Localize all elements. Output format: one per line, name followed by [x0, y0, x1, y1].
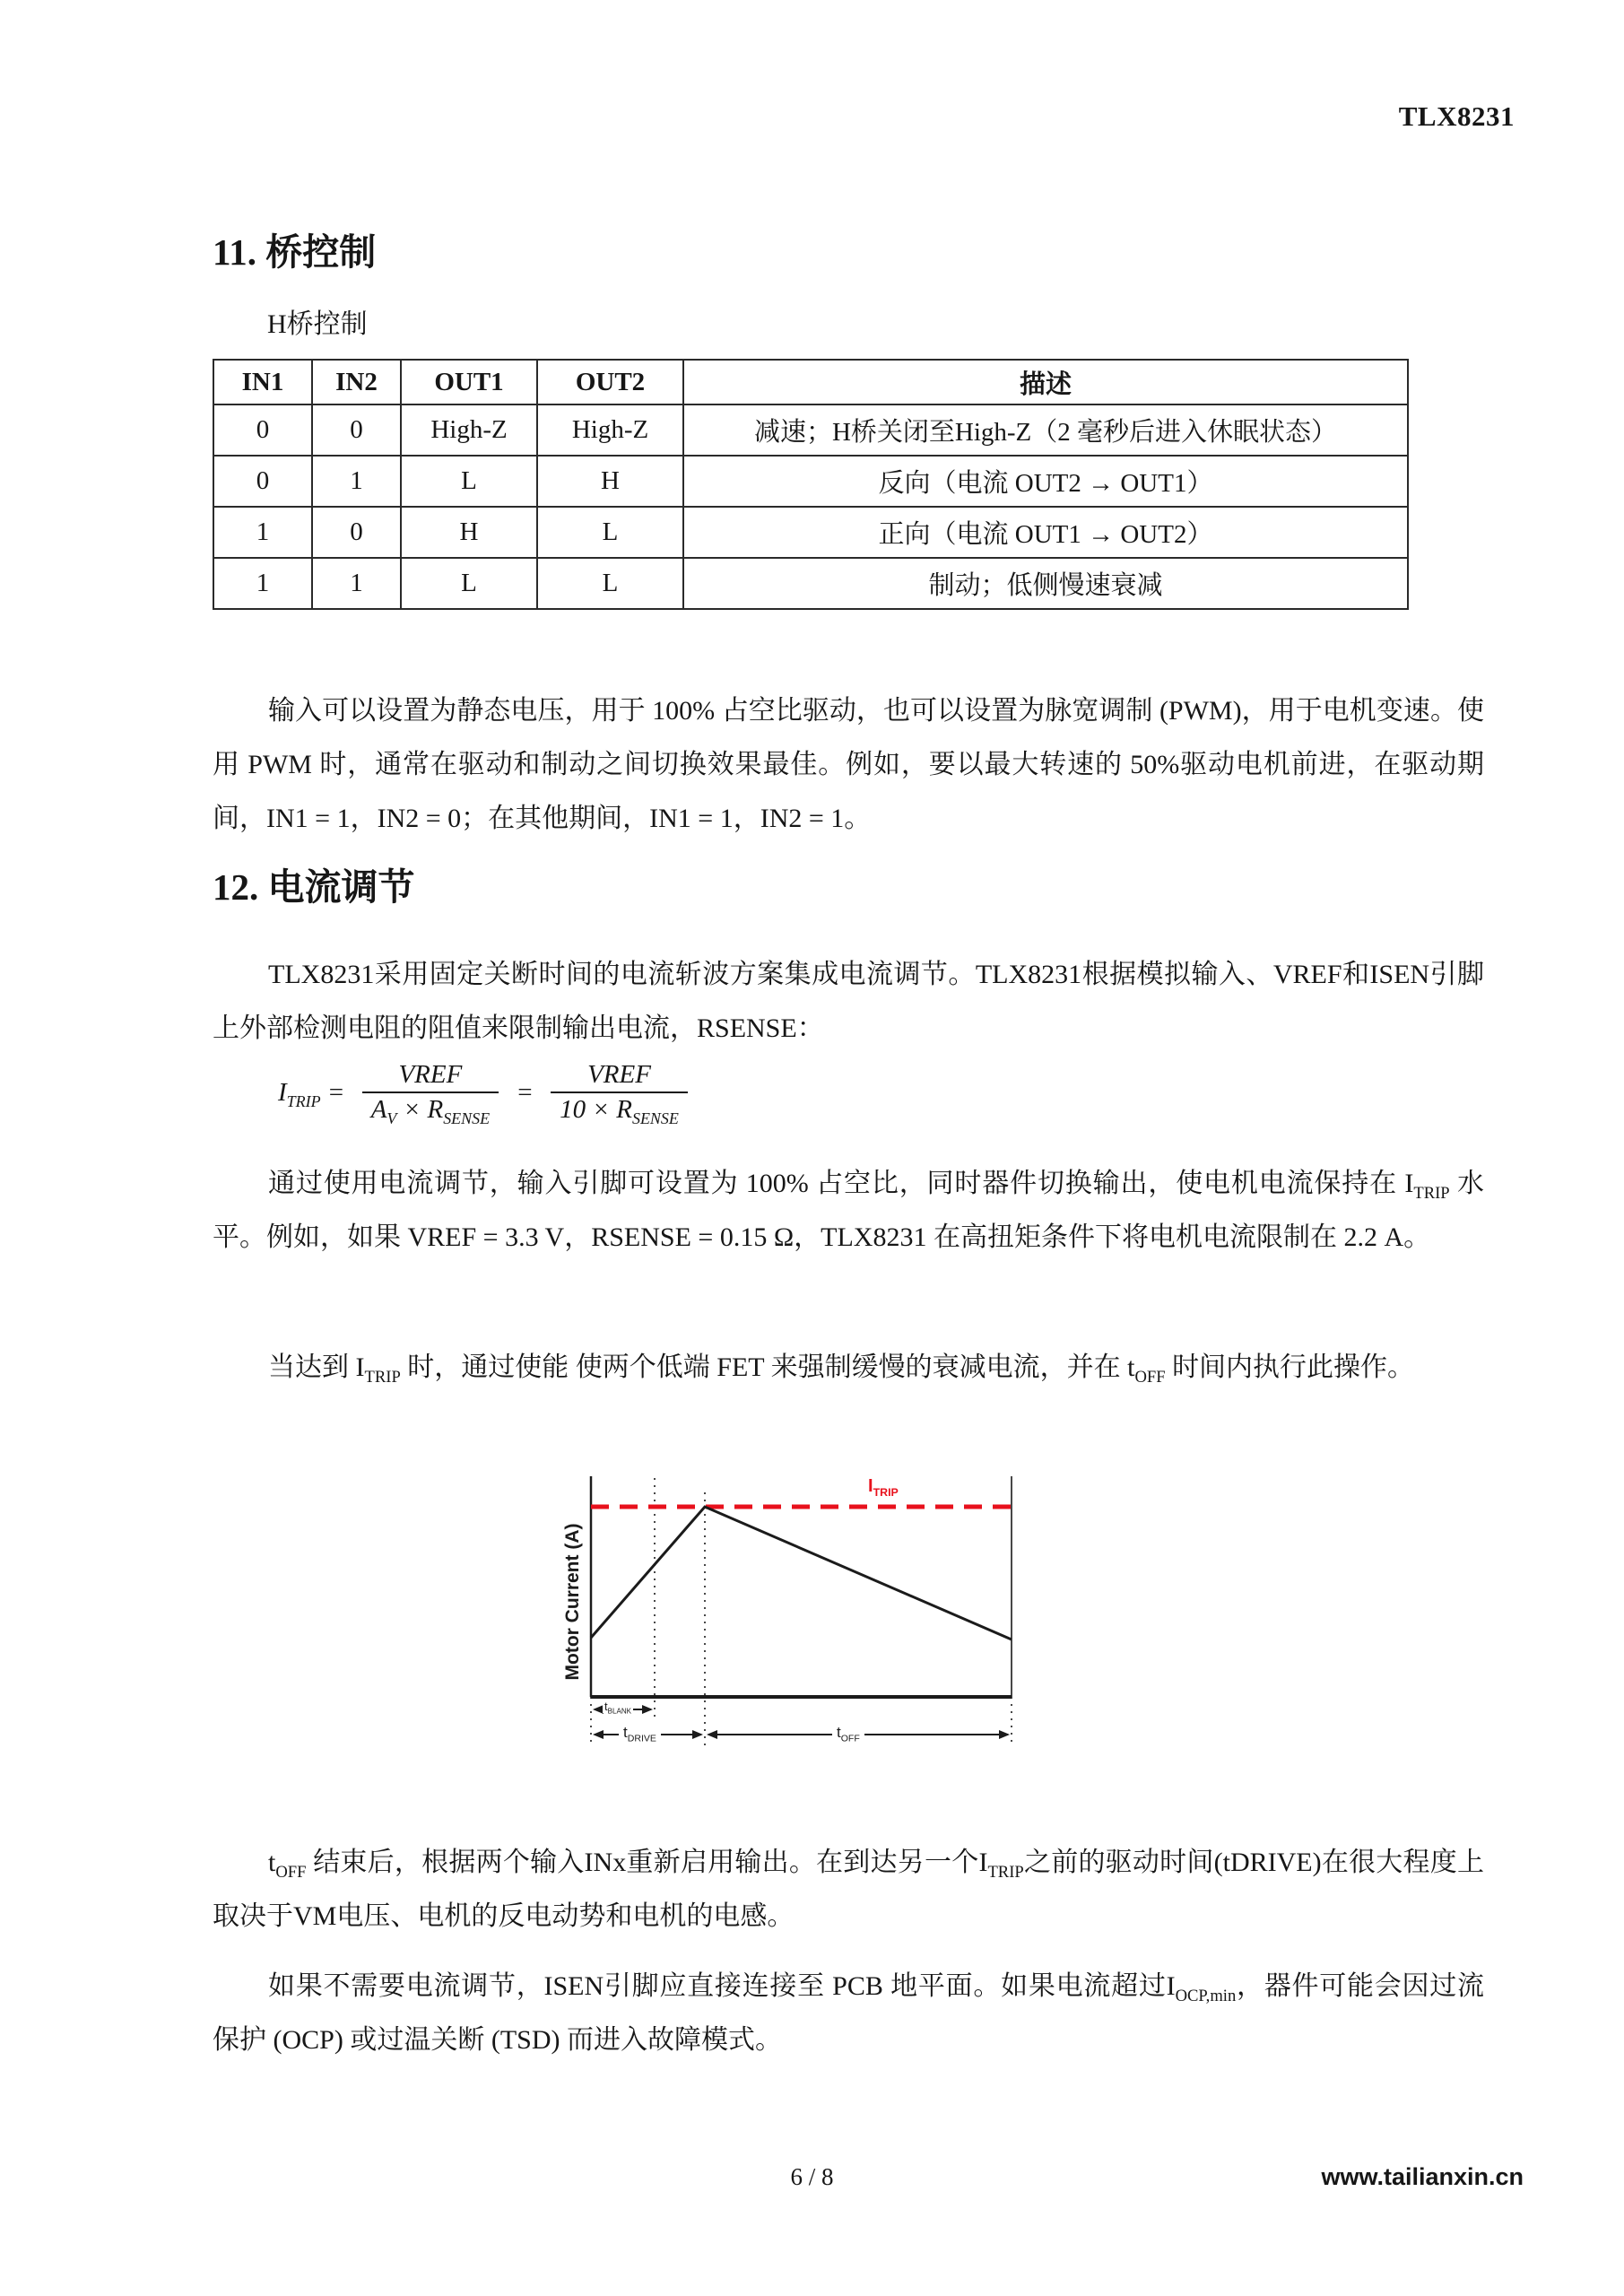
- tblank-arrowhead-right: [642, 1705, 653, 1714]
- formula-denominator-2: $10 \times R_{SENSE}$: [560, 1095, 679, 1128]
- cell-in2: 0: [312, 507, 401, 558]
- table-row: [213, 507, 1408, 558]
- table-row: [213, 404, 1408, 456]
- formula-equals: =: [516, 1077, 534, 1107]
- paragraph-pwm-drive: 输入可以设置为静态电压，用于 100% 占空比驱动，也可以设置为脉宽调制 (PWM)，用于电机变速。使用 PWM 时，通常在驱动和制动之间切换效果最佳。例如，要以最大转速的 50%驱动电机前进，在驱动期间，IN1 = 1，IN2 = 0；在其他期间，IN1 = 1，IN2 = 1。: [213, 696, 1484, 833]
- tdrive-arrowhead-left: [593, 1730, 604, 1739]
- cell-in1: 0: [213, 404, 312, 456]
- formula-numerator-1: VREF: [362, 1060, 499, 1093]
- cell-desc: 减速；H桥关闭至High-Z（2 毫秒后进入休眠状态）: [683, 404, 1408, 456]
- col-header-desc: 描述: [683, 360, 1408, 404]
- y-axis-label: Motor Current (A): [562, 1523, 583, 1681]
- formula-fraction-2: [551, 1060, 688, 1126]
- tdrive-label: $t_{DRIVE}$: [619, 1724, 661, 1742]
- paragraph-slow-decay: 当达到 $I_{TRIP}$ 时，通过使能 使两个低端 FET 来强制缓慢的衰减电流，并在 $t_{OFF}$ 时间内执行此操作。: [268, 1352, 1415, 1387]
- paragraph-isen-ground: 如果不需要电流调节，ISEN引脚应直接连接至 PCB 地平面。如果电流超过$I_{OCP,min}$，器件可能会因过流保护 (OCP) 或过温关断 (TSD) 而进入故障模式。: [213, 1971, 1485, 2055]
- paragraph-current-regulation-intro: TLX8231采用固定关断时间的电流斩波方案集成电流调节。TLX8231根据模拟输入、VREF和ISEN引脚上外部检测电阻的阻值来限制输出电流，RSENSE：: [213, 960, 1484, 1043]
- cell-in2: 1: [312, 558, 401, 609]
- cell-out1: L: [401, 456, 537, 507]
- cell-in2: 1: [312, 456, 401, 507]
- cell-in1: 1: [213, 558, 312, 609]
- col-header-in1: IN1: [213, 360, 312, 404]
- table-header-row: [213, 360, 1408, 404]
- chart-canvas: [556, 1462, 1031, 1762]
- bridge-control-table: [213, 359, 1409, 610]
- cell-out1: High-Z: [401, 404, 537, 456]
- h-bridge-subtitle: H桥控制: [267, 309, 368, 339]
- document-code: TLX8231: [1398, 100, 1515, 132]
- col-header-out1: OUT1: [401, 360, 537, 404]
- table-row: [213, 558, 1408, 609]
- section-12-title: 12. 电流调节: [213, 866, 415, 908]
- formula-fraction-1: [362, 1060, 499, 1126]
- footer-website: www.tailianxin.cn: [1321, 2163, 1524, 2190]
- cell-out2: H: [537, 456, 683, 507]
- cell-out2: L: [537, 558, 683, 609]
- motor-current-chart: [556, 1462, 1031, 1762]
- col-header-out2: OUT2: [537, 360, 683, 404]
- table-row: [213, 456, 1408, 507]
- paragraph-toff-restart: $t_{OFF}$ 结束后，根据两个输入INx重新启用输出。在到达另一个$I_{TRIP}$之前的驱动时间(tDRIVE)在很大程度上取决于VM电压、电机的反电动势和电机的电感。: [213, 1848, 1484, 1931]
- toff-arrowhead-left: [707, 1730, 717, 1739]
- footer-page-number: 6 / 8: [790, 2163, 834, 2190]
- col-header-in2: IN2: [312, 360, 401, 404]
- cell-out1: H: [401, 507, 537, 558]
- itrip-label: $I_{TRIP}$: [868, 1476, 899, 1499]
- cell-desc: 反向（电流 OUT2 → OUT1）: [683, 456, 1408, 507]
- cell-out1: L: [401, 558, 537, 609]
- formula-lhs: $I_{TRIP}$ =: [278, 1077, 345, 1110]
- cell-in1: 0: [213, 456, 312, 507]
- section-11-title: 11. 桥控制: [213, 231, 377, 273]
- tdrive-arrowhead-right: [692, 1730, 703, 1739]
- toff-arrowhead-right: [999, 1730, 1010, 1739]
- itrip-formula: [278, 1060, 699, 1126]
- formula-numerator-2: VREF: [551, 1060, 688, 1093]
- toff-label: $t_{OFF}$: [832, 1724, 864, 1742]
- cell-in1: 1: [213, 507, 312, 558]
- cell-desc: 正向（电流 OUT1 → OUT2）: [683, 507, 1408, 558]
- cell-out2: High-Z: [537, 404, 683, 456]
- cell-out2: L: [537, 507, 683, 558]
- formula-denominator-1: $A_V \times R_{SENSE}$: [370, 1095, 491, 1128]
- tblank-label: $t_{BLANK}$: [604, 1700, 632, 1716]
- cell-desc: 制动；低侧慢速衰减: [683, 558, 1408, 609]
- cell-in2: 0: [312, 404, 401, 456]
- paragraph-itrip-example: 通过使用电流调节，输入引脚可设置为 100% 占空比，同时器件切换输出，使电机电流保持在 $I_{TRIP}$ 水平。例如，如果 VREF = 3.3 V，RSENSE = 0.15 Ω，TLX8231 在高扭矩条件下将电机电流限制在 2.2 A。: [213, 1169, 1485, 1252]
